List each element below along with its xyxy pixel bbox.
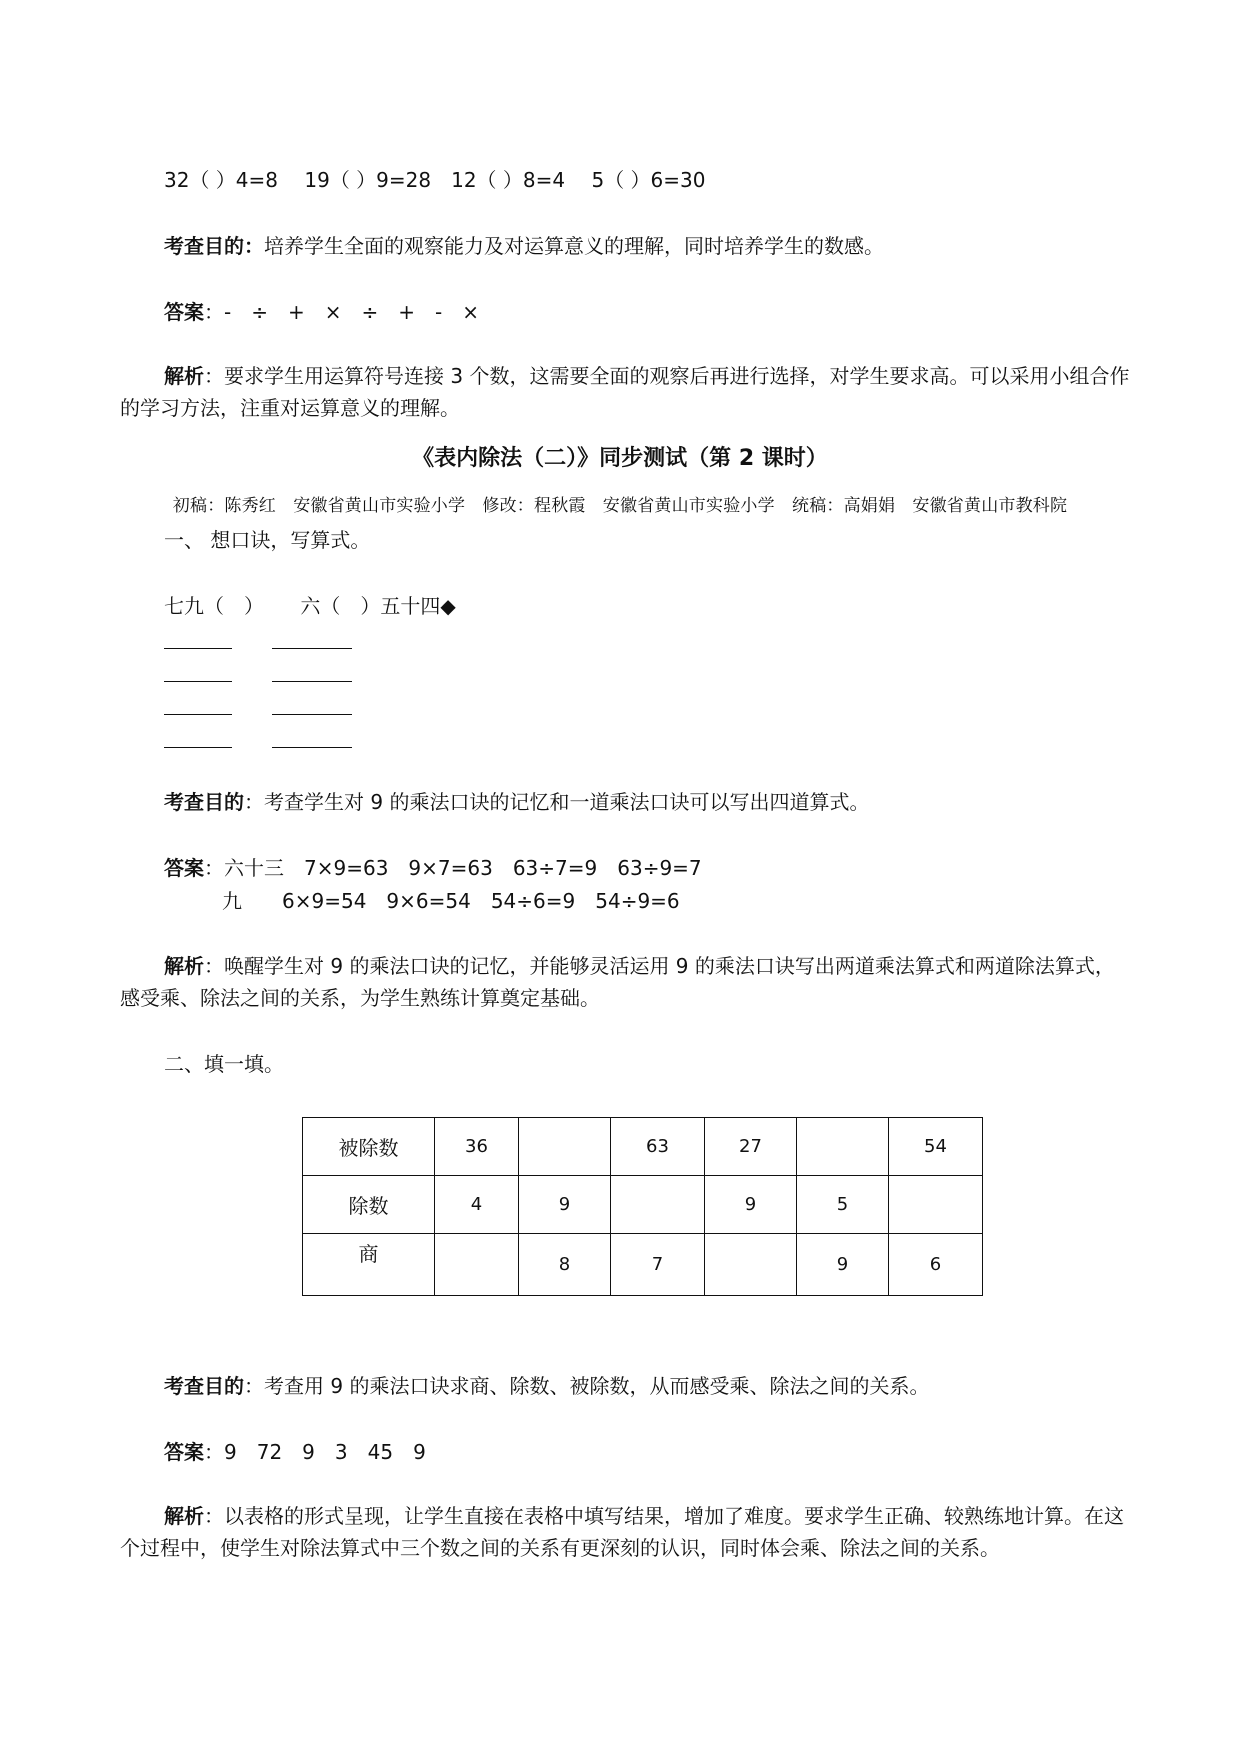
lesson-title: 《表内除法（二）》同步测试（第 2 课时） — [412, 446, 828, 471]
table-cell[interactable] — [889, 1176, 983, 1234]
table-cell: 63 — [611, 1118, 705, 1176]
answer-0-text: ：- ÷ + × ÷ + - × — [204, 300, 479, 324]
analysis-2-text: ：以表格的形式呈现，让学生直接在表格中填写结果，增加了难度。要求学生正确、较熟练地计算。在这个过程中，使学生对除法算式中三个数之间的关系有更深刻的认识，同时体会乘、除法之间的关系。 — [120, 1504, 1124, 1560]
analysis-0-label: 解析 — [164, 364, 204, 388]
answer-2-text: ：9 72 9 3 45 9 — [204, 1440, 426, 1464]
analysis-1-text: ：唤醒学生对 9 的乘法口诀的记忆，并能够灵活运用 9 的乘法口诀写出两道乘法算式和两道除法算式，感受乘、除法之间的关系，为学生熟练计算奠定基础。 — [120, 954, 1115, 1010]
answer-blank[interactable] — [164, 694, 232, 715]
analysis-0 — [120, 360, 1130, 424]
answer-blank[interactable] — [272, 628, 352, 649]
answer-blank[interactable] — [164, 727, 232, 748]
purpose-1 — [164, 792, 869, 812]
table-cell[interactable] — [705, 1234, 797, 1296]
table-cell[interactable] — [519, 1118, 611, 1176]
table-row — [303, 1118, 983, 1176]
table-cell: 5 — [797, 1176, 889, 1234]
table-cell: 4 — [435, 1176, 519, 1234]
answer-0 — [164, 302, 479, 322]
answer-1-label: 答案 — [164, 856, 204, 880]
section1-prompt: 七九（ ） 六（ ）五十四◆ — [164, 594, 456, 618]
table-cell: 54 — [889, 1118, 983, 1176]
table-cell: 9 — [519, 1176, 611, 1234]
top-exercise: 32（ ）4=8 19（ ）9=28 12（ ）8=4 5（ ）6=30 — [164, 168, 706, 192]
table-cell[interactable] — [797, 1118, 889, 1176]
table-cell[interactable] — [435, 1234, 519, 1296]
table-cell: 9 — [705, 1176, 797, 1234]
table-cell[interactable] — [611, 1176, 705, 1234]
answer-1-line1: ：六十三 7×9=63 9×7=63 63÷7=9 63÷9=7 — [204, 856, 702, 880]
table-row — [303, 1176, 983, 1234]
purpose-2 — [164, 1376, 929, 1396]
analysis-1 — [120, 950, 1130, 1014]
purpose-1-label: 考查目的 — [164, 790, 244, 814]
analysis-2-label: 解析 — [164, 1504, 204, 1528]
answer-1-line2: 九 6×9=54 9×6=54 54÷6=9 54÷9=6 — [222, 889, 680, 913]
credits: 初稿：陈秀红 安徽省黄山市实验小学 修改：程秋霞 安徽省黄山市实验小学 统稿：高娟娟 安徽省黄山市教科院 — [172, 496, 1068, 516]
answer-2 — [164, 1442, 426, 1462]
answer-2-label: 答案 — [164, 1440, 204, 1464]
answer-blank[interactable] — [164, 661, 232, 682]
row-header-divisor: 除数 — [303, 1176, 435, 1234]
blank-row — [164, 727, 352, 748]
answer-blank[interactable] — [272, 661, 352, 682]
table-cell: 36 — [435, 1118, 519, 1176]
answer-blank[interactable] — [164, 628, 232, 649]
table-cell: 27 — [705, 1118, 797, 1176]
blank-row — [164, 628, 352, 649]
table-cell: 8 — [519, 1234, 611, 1296]
blank-row — [164, 661, 352, 682]
purpose-1-text: ：考查学生对 9 的乘法口诀的记忆和一道乘法口诀可以写出四道算式。 — [244, 790, 870, 814]
answer-blank[interactable] — [272, 727, 352, 748]
analysis-0-text: ：要求学生用运算符号连接 3 个数，这需要全面的观察后再进行选择，对学生要求高。可以采用小组合作的学习方法，注重对运算意义的理解。 — [120, 364, 1130, 420]
purpose-2-text: ：考查用 9 的乘法口诀求商、除数、被除数，从而感受乘、除法之间的关系。 — [244, 1374, 930, 1398]
table-cell: 6 — [889, 1234, 983, 1296]
section2-heading: 二、填一填。 — [164, 1052, 284, 1076]
blank-row — [164, 694, 352, 715]
table-cell: 7 — [611, 1234, 705, 1296]
purpose-0-text: 培养学生全面的观察能力及对运算意义的理解，同时培养学生的数感。 — [264, 234, 884, 258]
row-header-dividend: 被除数 — [303, 1118, 435, 1176]
analysis-1-label: 解析 — [164, 954, 204, 978]
purpose-2-label: 考查目的 — [164, 1374, 244, 1398]
purpose-0-label: 考查目的： — [164, 234, 264, 258]
table-cell: 9 — [797, 1234, 889, 1296]
row-header-quotient: 商 — [303, 1234, 435, 1296]
answer-blank[interactable] — [272, 694, 352, 715]
analysis-2 — [120, 1500, 1130, 1564]
division-table — [302, 1117, 983, 1296]
purpose-0 — [164, 236, 884, 256]
table-row — [303, 1234, 983, 1296]
section1-heading: 一、 想口诀，写算式。 — [164, 528, 371, 552]
answer-1 — [164, 858, 702, 878]
answer-0-label: 答案 — [164, 300, 204, 324]
